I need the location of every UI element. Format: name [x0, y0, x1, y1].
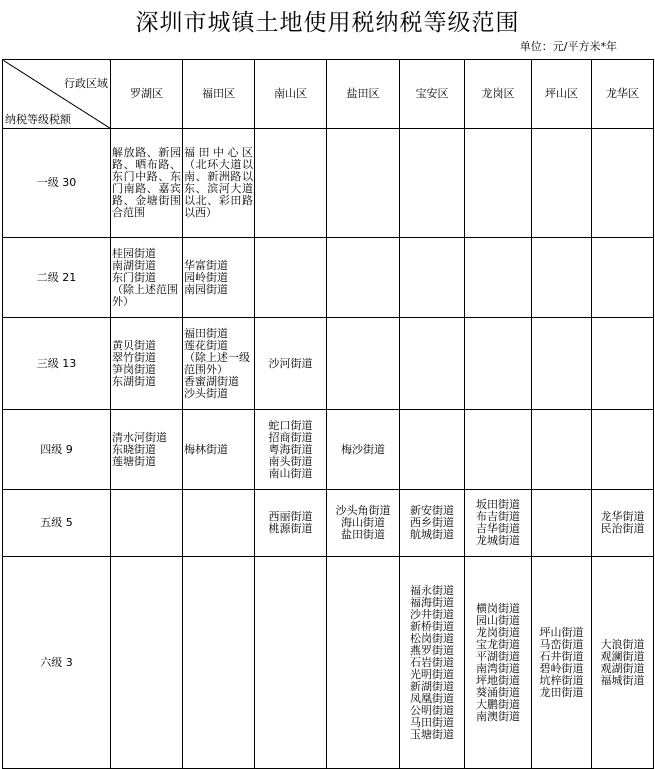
table-row — [3, 318, 654, 410]
district-cell — [111, 490, 183, 557]
district-header: 龙岗区 — [465, 60, 532, 129]
page-title: 深圳市城镇土地使用税纳税等级范围 — [135, 10, 520, 36]
tax-level-cell: 五级 5 — [3, 490, 111, 557]
tax-level-table — [2, 59, 654, 769]
table-row — [3, 410, 654, 490]
district-cell: 清水河街道 东晓街道 莲塘街道 — [111, 410, 183, 490]
district-cell — [532, 318, 592, 410]
district-cell — [592, 410, 654, 490]
district-cell: 福田街道 莲花街道 （除上述一级范围外） 香蜜湖街道 沙头街道 — [183, 318, 255, 410]
district-cell: 新安街道 西乡街道 航城街道 — [400, 490, 465, 557]
district-cell: 沙头角街道 海山街道 盐田街道 — [327, 490, 400, 557]
district-header: 坪山区 — [532, 60, 592, 129]
district-cell — [111, 557, 183, 769]
district-cell — [255, 557, 327, 769]
district-cell — [465, 238, 532, 318]
district-header: 宝安区 — [400, 60, 465, 129]
district-cell — [327, 318, 400, 410]
header-row — [3, 60, 654, 129]
district-header: 盐田区 — [327, 60, 400, 129]
district-cell: 龙华街道 民治街道 — [592, 490, 654, 557]
district-cell — [532, 410, 592, 490]
tax-level-cell: 三级 13 — [3, 318, 111, 410]
district-cell: 西丽街道 桃源街道 — [255, 490, 327, 557]
table-row — [3, 490, 654, 557]
table-row — [3, 129, 654, 238]
district-header: 龙华区 — [592, 60, 654, 129]
district-cell — [400, 410, 465, 490]
district-cell — [465, 410, 532, 490]
district-cell — [532, 490, 592, 557]
district-cell — [592, 318, 654, 410]
table-row — [3, 557, 654, 769]
corner-bottom-label: 纳税等级税额 — [5, 113, 71, 126]
district-cell: 解放路、新园路、晒布路、东门中路、东门南路、嘉宾路、金塘街围合范围 — [111, 129, 183, 238]
district-cell — [183, 557, 255, 769]
district-cell: 坪山街道 马峦街道 石井街道 碧岭街道 坑梓街道 龙田街道 — [532, 557, 592, 769]
tax-level-cell: 二级 21 — [3, 238, 111, 318]
district-cell: 横岗街道 园山街道 龙岗街道 宝龙街道 平湖街道 南湾街道 坪地街道 葵涌街道 大鹏街道 南澳街道 — [465, 557, 532, 769]
district-cell: 沙河街道 — [255, 318, 327, 410]
district-cell: 桂园街道 南湖街道 东门街道 （除上述范围外） — [111, 238, 183, 318]
district-cell: 福永街道 福海街道 沙井街道 新桥街道 松岗街道 燕罗街道 石岩街道 光明街道 新湖街道 凤凰街道 公明街道 马田街道 玉塘街道 — [400, 557, 465, 769]
district-cell: 梅林街道 — [183, 410, 255, 490]
district-cell: 梅沙街道 — [327, 410, 400, 490]
district-cell — [592, 238, 654, 318]
district-header: 罗湖区 — [111, 60, 183, 129]
district-cell — [327, 557, 400, 769]
district-cell — [592, 129, 654, 238]
district-cell — [532, 129, 592, 238]
district-cell — [255, 129, 327, 238]
corner-top-label: 行政区域 — [64, 77, 108, 90]
district-cell: 华富街道 园岭街道 南园街道 — [183, 238, 255, 318]
district-cell — [532, 238, 592, 318]
district-cell — [400, 238, 465, 318]
district-cell — [465, 318, 532, 410]
district-cell: 黄贝街道 翠竹街道 笋岗街道 东湖街道 — [111, 318, 183, 410]
tax-level-cell: 一级 30 — [3, 129, 111, 238]
district-cell: 蛇口街道 招商街道 粤海街道 南头街道 南山街道 — [255, 410, 327, 490]
district-cell — [400, 318, 465, 410]
district-cell — [400, 129, 465, 238]
district-cell: 大浪街道 观澜街道 观湖街道 福城街道 — [592, 557, 654, 769]
district-header: 南山区 — [255, 60, 327, 129]
table-body — [3, 129, 654, 769]
tax-level-cell: 六级 3 — [3, 557, 111, 769]
district-cell — [183, 490, 255, 557]
district-cell — [465, 129, 532, 238]
district-cell — [255, 238, 327, 318]
tax-level-cell: 四级 9 — [3, 410, 111, 490]
unit-note: 单位：元/平方米*年 — [519, 40, 617, 53]
corner-header — [3, 60, 111, 129]
district-cell — [327, 238, 400, 318]
district-header: 福田区 — [183, 60, 255, 129]
district-cell: 坂田街道 布吉街道 吉华街道 龙城街道 — [465, 490, 532, 557]
table-row — [3, 238, 654, 318]
district-cell: 福田中心区（北环大道以南、新洲路以东、滨河大道以北、彩田路以西） — [183, 129, 255, 238]
district-cell — [327, 129, 400, 238]
